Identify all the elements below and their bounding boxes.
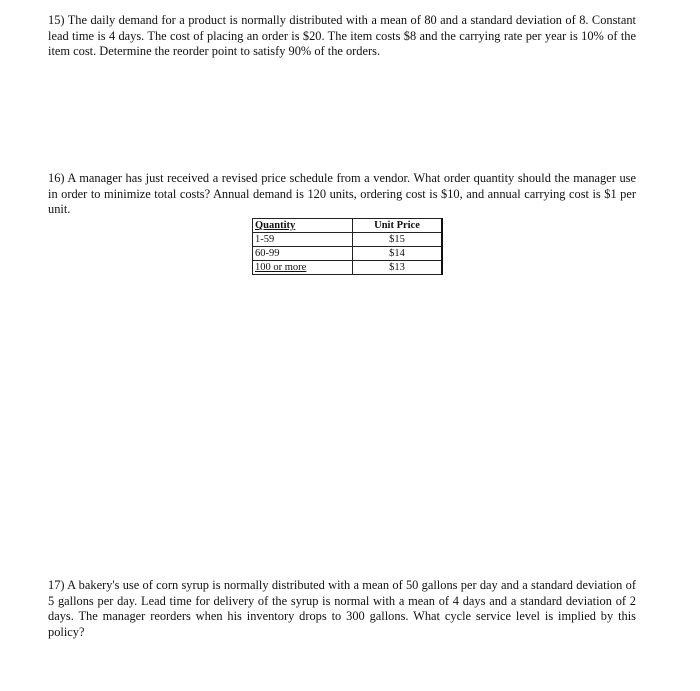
table-header-row	[253, 219, 443, 233]
table-row	[253, 261, 443, 275]
unit-price-header: Unit Price	[353, 219, 443, 233]
problem-16-text: 16) A manager has just received a revised price schedule from a vendor. What order quantity should the manager use in order to minimize total costs? Annual demand is 120 units, ordering cost is $10, and annual carrying cost is $1 per unit.	[48, 171, 636, 217]
quantity-cell: 60-99	[253, 247, 353, 261]
quantity-cell: 100 or more	[253, 261, 353, 275]
unit-price-cell: $14	[353, 247, 443, 261]
quantity-header: Quantity	[253, 219, 353, 233]
quantity-cell: 1-59	[253, 233, 353, 247]
unit-price-cell: $13	[353, 261, 443, 275]
problem-15-text: 15) The daily demand for a product is normally distributed with a mean of 80 and a standard deviation of 8. Constant lead time is 4 days. The cost of placing an order is $20. The item costs $8 and the carrying rate per year is 10% of the item cost. Determine the reorder point to satisfy 90% of the orders.	[48, 13, 636, 59]
price-schedule-table	[252, 218, 443, 275]
unit-price-cell: $15	[353, 233, 443, 247]
table-row	[253, 233, 443, 247]
table-row	[253, 247, 443, 261]
problem-17-text: 17) A bakery's use of corn syrup is normally distributed with a mean of 50 gallons per day and a standard deviation of 5 gallons per day. Lead time for delivery of the syrup is normal with a mean of 4 days and a standard deviation of 2 days. The manager reorders when his inventory drops to 300 gallons. What cycle service level is implied by this policy?	[48, 578, 636, 639]
